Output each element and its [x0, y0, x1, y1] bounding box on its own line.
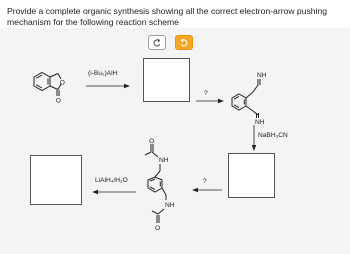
reagent-unknown-2: ?	[203, 178, 207, 185]
undo-button[interactable]	[148, 35, 166, 50]
lactone-carbonyl-oxygen: O	[55, 97, 61, 105]
reaction-arrow-2	[196, 98, 224, 104]
reaction-arrow-3	[251, 125, 257, 151]
answer-box-3[interactable]	[30, 155, 82, 205]
reaction-arrow-5	[92, 189, 136, 195]
undo-icon	[152, 38, 162, 48]
reagent-unknown-1: ?	[204, 90, 208, 97]
lactone-ring-oxygen: O	[59, 79, 65, 87]
lactone-structure	[28, 62, 74, 104]
question-prompt: Provide a complete organic synthesis showing all the correct electron-arrow pushing mechanism for the following reaction scheme	[7, 6, 328, 27]
amide-nh-bottom: NH	[165, 202, 175, 209]
reaction-arrow-1	[86, 83, 130, 89]
amide-oxygen-bottom: O	[155, 225, 161, 232]
reagent-nabh3cn: NaBH₃CN	[258, 132, 288, 139]
imine-nh-bottom: NH	[255, 119, 265, 126]
reagent-lialh4: LiAlH₄/H₂O	[95, 177, 128, 184]
answer-box-2[interactable]	[228, 153, 275, 198]
answer-box-1[interactable]	[143, 58, 190, 102]
amide-oxygen-top: O	[149, 138, 155, 145]
redo-icon	[179, 38, 189, 48]
imine-nh-top: NH	[257, 72, 267, 79]
diimine-structure	[228, 68, 278, 124]
diamide-structure	[140, 138, 190, 234]
redo-button[interactable]	[175, 35, 193, 50]
reagent-dibal: (i-Bu₂)AlH	[88, 70, 118, 77]
reaction-scheme-canvas	[0, 28, 350, 254]
amide-nh-top: NH	[159, 157, 169, 164]
reaction-arrow-4	[192, 187, 222, 193]
